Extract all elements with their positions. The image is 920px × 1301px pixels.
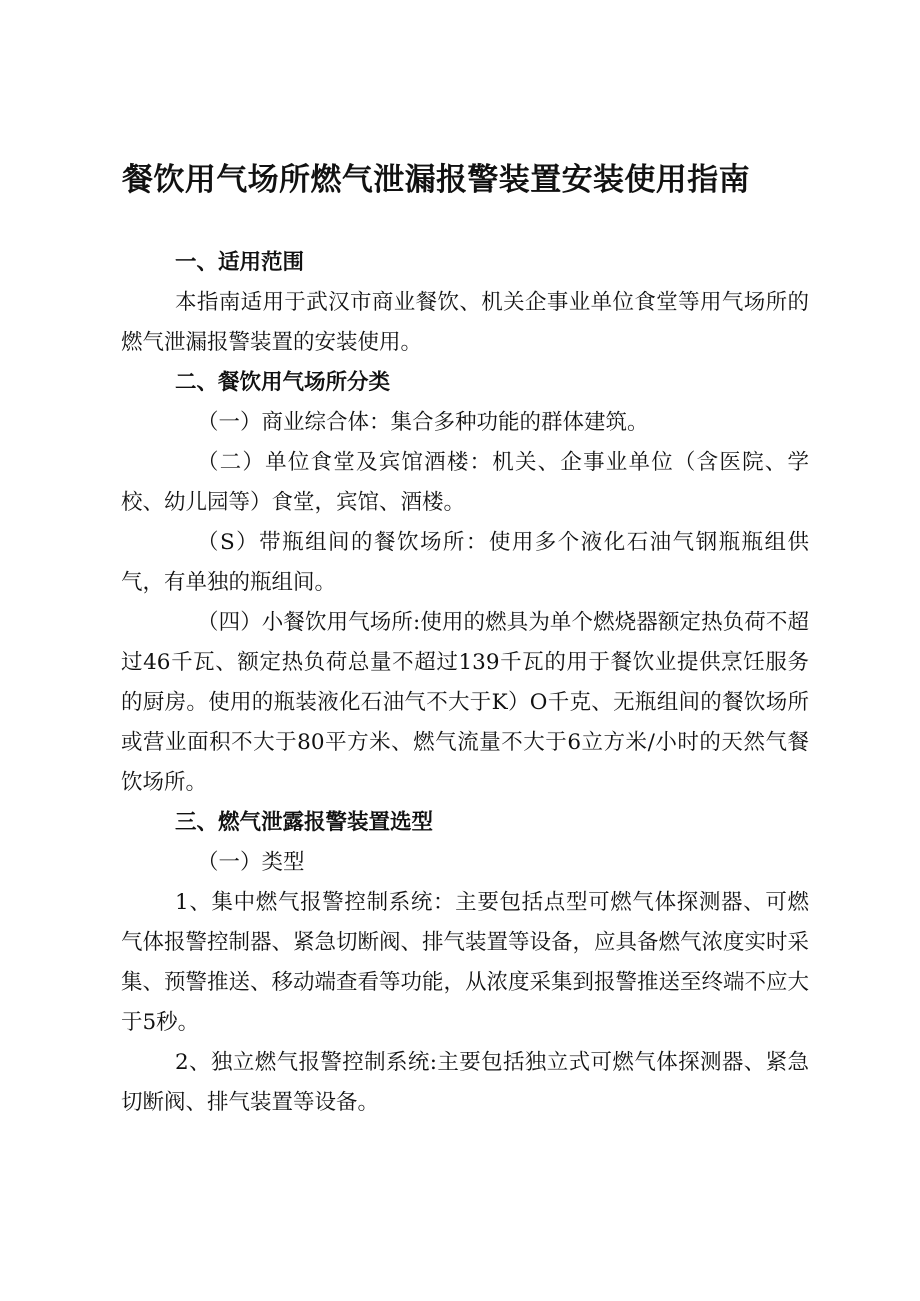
section-heading-scope: 一、适用范围	[175, 250, 305, 275]
subheading-types: （一）类型	[197, 850, 305, 875]
paragraph-commercial-complex: （一）商业综合体：集合多种功能的群体建筑。	[197, 410, 649, 435]
section-heading-selection: 三、燃气泄露报警装置选型	[175, 810, 434, 835]
paragraph-cylinder-group: （S）带瓶组间的餐饮场所：使用多个液化石油气钢瓶瓶组供气，有单独的瓶组间。	[121, 530, 809, 595]
document-title: 餐饮用气场所燃气泄漏报警装置安装使用指南	[122, 162, 750, 198]
paragraph-independent-system: 2、独立燃气报警控制系统:主要包括独立式可燃气体探测器、紧急切断阀、排气装置等设备。	[121, 1050, 809, 1115]
paragraph-canteen-hotel: （二）单位食堂及宾馆酒楼：机关、企事业单位（含医院、学校、幼儿园等）食堂，宾馆、酒楼。	[121, 450, 809, 515]
paragraph-centralized-system: 1、集中燃气报警控制系统：主要包括点型可燃气体探测器、可燃气体报警控制器、紧急切断阀、排气装置等设备，应具备燃气浓度实时采集、预警推送、移动端查看等功能，从浓度采集到报警推送至终端不应大于5秒。	[121, 890, 810, 1035]
paragraph-small-catering: （四）小餐饮用气场所:使用的燃具为单个燃烧器额定热负荷不超过46千瓦、额定热负荷总量不超过139千瓦的用于餐饮业提供烹饪服务的厨房。使用的瓶装液化石油气不大于K）O千克、无瓶组间的餐饮场所或营业面积不大于80平方米、燃气流量不大于6立方米/小时的天然气餐饮场所。	[121, 610, 809, 795]
paragraph-scope: 本指南适用于武汉市商业餐饮、机关企事业单位食堂等用气场所的燃气泄漏报警装置的安装使用。	[121, 290, 809, 355]
document-body	[121, 243, 809, 1123]
section-heading-classification: 二、餐饮用气场所分类	[175, 370, 391, 395]
